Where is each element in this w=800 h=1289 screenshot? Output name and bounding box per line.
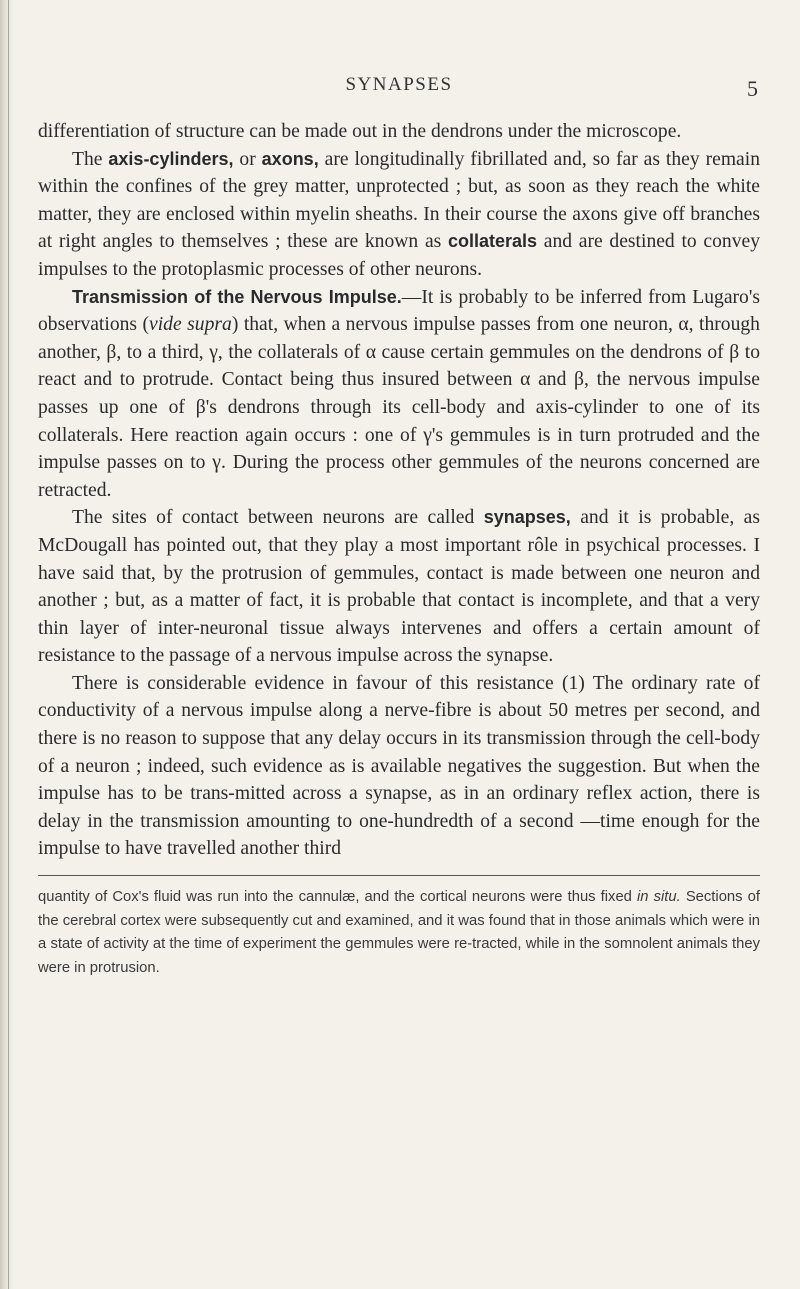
text-run: and are destined to convey impulses to the protoplasmic processes of other neurons. [38, 231, 760, 280]
body-text [38, 118, 760, 863]
paragraph-synapses [38, 504, 760, 670]
footnote-divider [38, 875, 760, 876]
text-run: and it is probable, as McDougall has pointed out, that they play a most important rôle in psychical processes. I have said that, by the protrusion of gemmules, contact is made between one neuron and another ; but, as a matter of fact, it is probable that contact is incomplete, and that a very thin layer of inter-neuronal tissue always intervenes and offers a certain amount of resistance to the passage of a nervous impulse across the synapse. [38, 507, 760, 667]
text-run: ) that, when a nervous impulse passes from one neuron, α, through another, β, to a third, γ, the collaterals of α cause certain gemmules on the dendrons of β to react and to protrude. Contact being thus insured between α and β, the nervous impulse passes up one of β's dendrons through its cell-body and axis-cylinder to one of its collaterals. Here reaction again occurs : one of γ's gemmules is in turn protruded and the impulse passes on to γ. During the process other gemmules of the neurons concerned are retracted. [38, 314, 760, 501]
term-synapses: synapses, [483, 507, 571, 528]
running-title: SYNAPSES [345, 74, 453, 95]
text-run: The sites of contact between neurons are called [72, 507, 484, 529]
term-axons: axons, [261, 148, 319, 169]
paragraph-axons [38, 146, 760, 284]
text-run: —It is probably to be inferred from Lugaro's observations ( [38, 286, 760, 336]
text-run: are longitudinally fibrillated and, so far as they remain within the confines of the grey matter, unprotected ; but, as soon as they reach the white matter, they are enclosed within myelin sheaths. In their course the axons give off branches at right angles to themselves ; these are known as [38, 148, 760, 253]
section-heading-transmission: Transmission of the Nervous Impulse. [72, 286, 402, 307]
binding-line [8, 0, 9, 1289]
text-run: Sections of the cerebral cortex were subsequently cut and examined, and it was found that in those animals which were in a state of activity at the time of experiment the gemmules were re-tracted, while in the somnolent animals they were in protrusion. [38, 889, 760, 976]
term-axis-cylinders: axis-cylinders, [108, 148, 234, 169]
text-run: or [233, 148, 262, 170]
italic-in-situ: in situ. [637, 889, 681, 906]
book-page [38, 74, 760, 980]
text-run: The [72, 148, 109, 170]
page-binding-edge [0, 0, 14, 1289]
page-number: 5 [747, 76, 758, 101]
paragraph-resistance: There is considerable evidence in favour of this resistance (1) The ordinary rate of conductivity of a nervous impulse along a nerve-fibre is about 50 metres per second, and there is no reason to suppose that any delay occurs in its transmission through the cell-body of a neuron ; indeed, such evidence as is available negatives the suggestion. But when the impulse has to be trans-mitted across a synapse, as in an ordinary reflex action, there is delay in the transmission amounting to one-hundredth of a second —time enough for the impulse to have travelled another third [38, 672, 760, 860]
paragraph-continued: differentiation of structure can be made out in the dendrons under the microscope. [38, 121, 682, 142]
text-run: quantity of Cox's fluid was run into the cannulæ, and the cortical neurons were thus fixed [38, 889, 637, 906]
paragraph-transmission [38, 284, 760, 505]
term-collaterals: collaterals [448, 231, 538, 252]
footnote [38, 886, 760, 980]
running-head [38, 74, 760, 104]
italic-vide-supra: vide supra [149, 314, 232, 336]
